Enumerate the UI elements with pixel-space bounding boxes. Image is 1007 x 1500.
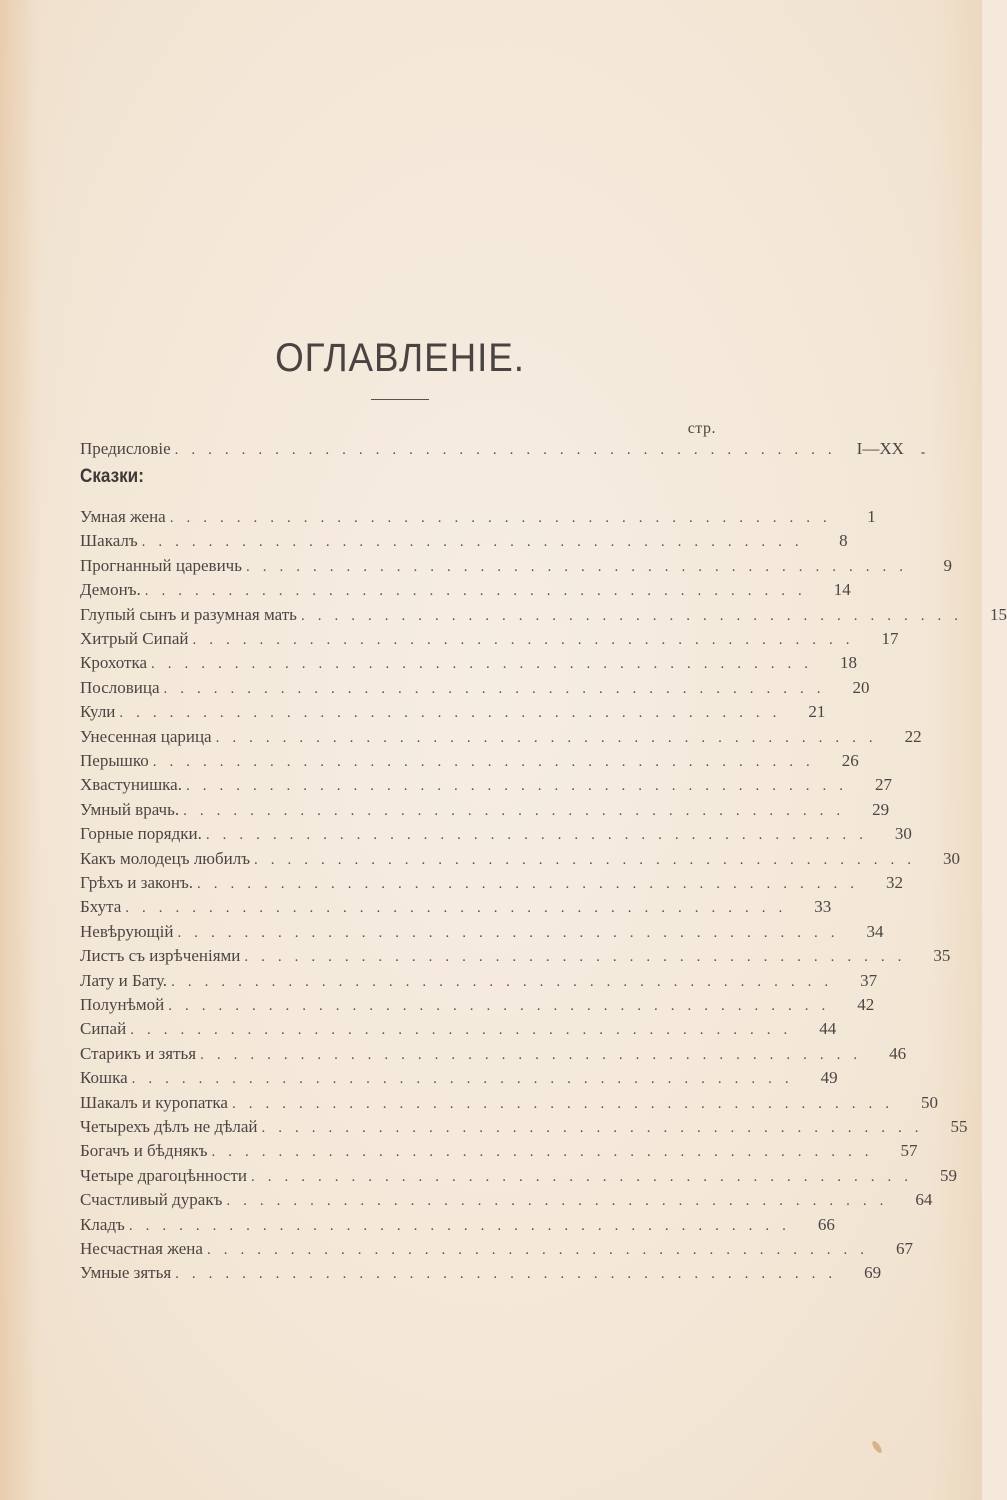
toc-entry-page: 33: [814, 897, 832, 917]
dot-leader: ........................................: [185, 778, 856, 795]
toc-entry-page: 35: [933, 946, 951, 966]
toc-entry-page: 17: [881, 629, 899, 648]
paper-stain: [871, 1440, 884, 1455]
dot-leader: ........................................: [254, 851, 925, 868]
page-column-header: стр.: [687, 420, 716, 437]
toc-entry-label: Четыре драгоцѣнности: [80, 1165, 248, 1185]
toc-entry-label: Хвастунишка.: [80, 775, 182, 795]
toc-entry[interactable]: [80, 555, 952, 577]
toc-entry[interactable]: [80, 994, 875, 1016]
toc-entry-page: 8: [839, 531, 848, 551]
dot-leader: ........................................: [251, 1168, 922, 1185]
section-heading: Сказки:: [80, 466, 144, 487]
toc-entry-label: Прогнанный царевичь: [80, 555, 242, 575]
toc-entry[interactable]: [80, 896, 832, 918]
dot-leader: ........................................: [168, 998, 839, 1014]
toc-entry-page: 50: [920, 1092, 938, 1112]
dot-leader: ........................................: [183, 802, 854, 819]
toc-entry-label: Лату и Бату.: [80, 970, 168, 990]
toc-entry-label: Шакалъ: [80, 531, 138, 551]
toc-entry-page: 26: [841, 751, 859, 770]
toc-entry-label: Предисловіе: [80, 439, 171, 458]
toc-entry[interactable]: [80, 1165, 958, 1187]
toc-entry-label: Полунѣмой: [80, 995, 165, 1014]
toc-entry[interactable]: [80, 848, 961, 870]
toc-entry-label: Листъ съ изрѣченіями: [80, 946, 241, 966]
dot-leader: ........................................: [125, 900, 796, 917]
toc-entry[interactable]: [80, 652, 858, 674]
toc-entry-label: Какъ молодецъ любилъ: [80, 848, 251, 868]
toc-entry-page: 9: [943, 555, 952, 575]
toc-entry[interactable]: [80, 701, 826, 723]
toc-entry-label: Кули: [80, 702, 116, 722]
toc-entry-page: 59: [940, 1165, 958, 1185]
toc-entry-page: 67: [895, 1239, 913, 1258]
toc-entry-page: 32: [886, 873, 904, 892]
page-title: ОГЛАВЛЕНІЕ.: [275, 336, 525, 380]
toc-entry[interactable]: [80, 823, 912, 845]
toc-entry-label: Умная жена: [80, 507, 166, 526]
toc-entry-page: 15: [989, 604, 1007, 624]
toc-entry-page: 22: [904, 726, 922, 746]
dot-leader: ........................................: [211, 1144, 882, 1161]
toc-entry-label: Сипай: [80, 1019, 127, 1039]
paper-speck: [921, 452, 925, 454]
toc-entry-label: Демонъ.: [80, 580, 141, 600]
toc-entry-page: 14: [833, 580, 851, 600]
dot-leader: ........................................: [231, 1095, 902, 1112]
toc-entry-page: 30: [943, 848, 961, 868]
toc-entry-page: 64: [915, 1190, 933, 1210]
dot-leader: ........................................: [177, 924, 848, 941]
toc-entry[interactable]: [80, 970, 878, 992]
toc-entry-page: 69: [864, 1263, 882, 1283]
toc-entry[interactable]: [80, 1092, 938, 1114]
toc-entry[interactable]: [80, 945, 951, 967]
toc-entry-label: Кладъ: [80, 1214, 125, 1234]
toc-entry-label: Пословица: [80, 677, 160, 697]
dot-leader: ........................................: [171, 973, 842, 990]
toc-entry-page: 57: [900, 1141, 918, 1161]
toc-entry[interactable]: [80, 1189, 933, 1211]
toc-entry-label: Четырехъ дѣлъ не дѣлай: [80, 1117, 258, 1136]
dot-leader: ........................................: [215, 729, 886, 746]
toc-entry-page: 27: [874, 775, 892, 795]
toc-entry-label: Крохотка: [80, 653, 148, 673]
toc-entry[interactable]: [80, 799, 890, 821]
toc-entry[interactable]: [80, 677, 870, 699]
dot-leader: ........................................: [175, 1266, 846, 1283]
toc-entry-page: 46: [889, 1043, 907, 1063]
dot-leader: ........................................: [128, 1217, 799, 1234]
title-divider: [371, 399, 429, 400]
dot-leader: ........................................: [192, 632, 863, 648]
toc-entry[interactable]: [80, 1067, 838, 1089]
toc-entry[interactable]: [80, 1018, 837, 1040]
toc-entry[interactable]: [80, 921, 884, 943]
toc-entry-page: 55: [950, 1117, 968, 1136]
dot-leader: ........................................: [300, 607, 971, 624]
dot-leader: ........................................: [244, 949, 915, 966]
toc-entry-preface[interactable]: [80, 438, 904, 460]
dot-leader: ........................................: [261, 1120, 932, 1136]
toc-entry-label: Умный врачь.: [80, 799, 180, 819]
toc-entry[interactable]: [80, 750, 859, 772]
toc-entry-label: Глупый сынъ и разумная мать: [80, 604, 297, 624]
toc-entry-label: Несчастная жена: [80, 1239, 203, 1258]
toc-entry-page: 37: [860, 970, 878, 990]
toc-entry[interactable]: [80, 726, 922, 748]
toc-entry-page: 21: [808, 702, 826, 722]
toc-entry-page: 29: [872, 799, 890, 819]
dot-leader: ........................................: [169, 510, 840, 526]
dot-leader: ........................................: [144, 583, 815, 600]
toc-entry-label: Старикъ и зятья: [80, 1043, 197, 1063]
dot-leader: ........................................: [151, 656, 822, 673]
toc-entry-label: Невѣрующій: [80, 921, 174, 941]
toc-entry-page: 18: [840, 653, 858, 673]
dot-leader: ........................................: [245, 558, 916, 575]
toc-entry-label: Умные зятья: [80, 1263, 172, 1283]
toc-entry-page: 42: [857, 995, 875, 1014]
toc-entry-label: Кошка: [80, 1068, 128, 1088]
toc-entry[interactable]: [80, 530, 848, 552]
toc-entry-page: 30: [894, 824, 912, 844]
toc-entry[interactable]: [80, 579, 851, 601]
toc-entry-label: Хитрый Сипай: [80, 629, 189, 648]
dot-leader: ........................................: [163, 680, 834, 697]
dot-leader: ........................................: [226, 1193, 897, 1210]
toc-entry-label: Богачъ и бѣднякъ: [80, 1141, 208, 1161]
toc-entry-label: Бхута: [80, 897, 122, 917]
toc-entry[interactable]: [80, 774, 892, 796]
toc-entry-page: 34: [866, 921, 884, 941]
toc-entry-label: Грѣхъ и законъ.: [80, 873, 194, 892]
toc-entry[interactable]: [80, 1214, 835, 1236]
dot-leader: ........................................: [197, 876, 868, 892]
toc-entry-page: 1: [867, 507, 876, 526]
dot-leader: ........................................: [152, 754, 823, 770]
toc-entry-page: 44: [819, 1019, 837, 1039]
dot-leader: ........................................: [206, 1242, 877, 1258]
toc-entry[interactable]: [80, 506, 876, 528]
toc-entry-label: Счастливый дуракъ: [80, 1190, 223, 1210]
toc-entry-label: Перышко: [80, 751, 149, 770]
dot-leader: ........................................: [131, 1071, 802, 1088]
toc-entry[interactable]: [80, 1238, 913, 1260]
dot-leader: ........................................: [174, 442, 845, 458]
toc-entry-label: Шакалъ и куропатка: [80, 1092, 228, 1112]
toc-entry-page: 66: [817, 1214, 835, 1234]
toc-entry-page: I—XX: [856, 439, 904, 458]
toc-entry-label: Горные порядки.: [80, 824, 202, 844]
dot-leader: ........................................: [130, 1022, 801, 1039]
toc-entry[interactable]: [80, 628, 899, 650]
toc-entry[interactable]: [80, 872, 904, 894]
dot-leader: ........................................: [119, 705, 790, 722]
toc-entry[interactable]: [80, 604, 1007, 626]
toc-entry[interactable]: [80, 1262, 882, 1284]
toc-entry[interactable]: [80, 1043, 907, 1065]
toc-entry-label: Унесенная царица: [80, 726, 212, 746]
dot-leader: ........................................: [141, 534, 812, 551]
toc-entry-page: 20: [852, 677, 870, 697]
toc-entry-page: 49: [820, 1068, 838, 1088]
dot-leader: ........................................: [200, 1046, 871, 1063]
toc-entry[interactable]: [80, 1140, 918, 1162]
dot-leader: ........................................: [205, 827, 876, 844]
toc-entry[interactable]: [80, 1116, 968, 1138]
